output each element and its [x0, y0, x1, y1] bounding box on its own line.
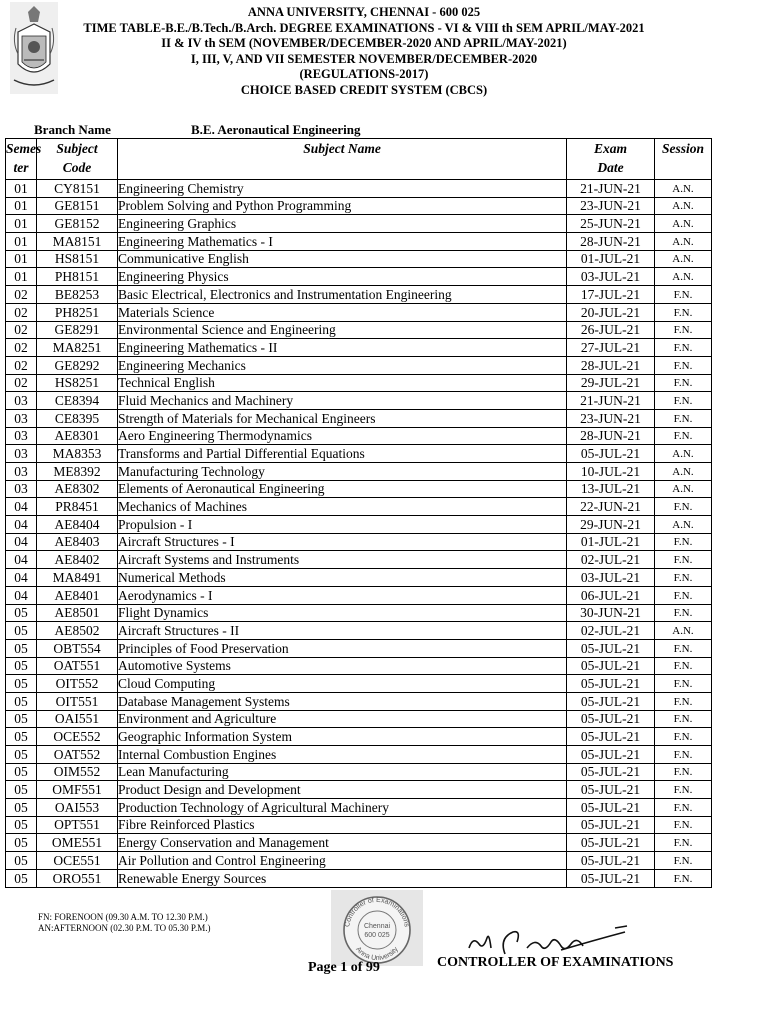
semester-cell: 05	[6, 816, 37, 834]
subject-code-cell: CE8394	[37, 392, 118, 410]
subject-name-cell: Engineering Physics	[118, 268, 567, 286]
session-cell: F.N.	[655, 834, 712, 852]
semester-cell: 01	[6, 197, 37, 215]
exam-date-cell: 05-JUL-21	[567, 692, 655, 710]
subject-name-cell: Mechanics of Machines	[118, 498, 567, 516]
exam-date-cell: 13-JUL-21	[567, 480, 655, 498]
table-row	[6, 303, 712, 321]
table-row	[6, 533, 712, 551]
semester-cell: 03	[6, 409, 37, 427]
subject-name-cell: Automotive Systems	[118, 657, 567, 675]
exam-date-cell: 02-JUL-21	[567, 622, 655, 640]
session-cell: F.N.	[655, 763, 712, 781]
table-row	[6, 763, 712, 781]
semester-column-header: Semes ter	[6, 139, 37, 180]
table-header-row	[6, 139, 712, 180]
seal-bottom-text: Anna University	[354, 945, 400, 963]
subject-name-cell: Energy Conservation and Management	[118, 834, 567, 852]
subject-code-cell: AE8501	[37, 604, 118, 622]
subject-code-cell: OCE551	[37, 852, 118, 870]
subject-code-cell: AE8301	[37, 427, 118, 445]
table-row	[6, 781, 712, 799]
subject-code-cell: ME8392	[37, 463, 118, 481]
exam-date-cell: 05-JUL-21	[567, 445, 655, 463]
subject-name-cell: Materials Science	[118, 303, 567, 321]
semester-cell: 05	[6, 622, 37, 640]
semester-cell: 04	[6, 586, 37, 604]
semester-cell: 04	[6, 551, 37, 569]
subject-code-cell: OIT551	[37, 692, 118, 710]
exam-date-cell: 05-JUL-21	[567, 816, 655, 834]
session-cell: F.N.	[655, 799, 712, 817]
subject-name-cell: Database Management Systems	[118, 692, 567, 710]
subject-name-cell: Aircraft Structures - I	[118, 533, 567, 551]
table-row	[6, 622, 712, 640]
exam-date-column-header: Exam Date	[567, 139, 655, 180]
table-row	[6, 268, 712, 286]
semester-cell: 05	[6, 763, 37, 781]
exam-date-cell: 29-JUN-21	[567, 516, 655, 534]
session-cell: A.N.	[655, 463, 712, 481]
table-row	[6, 233, 712, 251]
subject-name-cell: Aircraft Systems and Instruments	[118, 551, 567, 569]
exam-date-cell: 23-JUN-21	[567, 409, 655, 427]
semester-cell: 02	[6, 339, 37, 357]
subject-code-cell: MA8251	[37, 339, 118, 357]
branch-name-value: B.E. Aeronautical Engineering	[191, 122, 361, 137]
subject-code-cell: OME551	[37, 834, 118, 852]
subject-code-cell: GE8152	[37, 215, 118, 233]
table-row	[6, 728, 712, 746]
subject-code-cell: HS8251	[37, 374, 118, 392]
session-cell: A.N.	[655, 268, 712, 286]
exam-date-cell: 28-JUN-21	[567, 427, 655, 445]
subject-code-cell: OAI553	[37, 799, 118, 817]
semester-cell: 05	[6, 834, 37, 852]
header-line-timetable: TIME TABLE-B.E./B.Tech./B.Arch. DEGREE EXAMINATIONS - VI & VIII th SEM APRIL/MAY-2021	[83, 20, 645, 35]
semester-cell: 05	[6, 852, 37, 870]
exam-date-cell: 01-JUL-21	[567, 533, 655, 551]
session-cell: F.N.	[655, 533, 712, 551]
subject-code-cell: OAT551	[37, 657, 118, 675]
seal-top-text: Controller of Examinations	[344, 896, 410, 928]
exam-date-cell: 20-JUL-21	[567, 303, 655, 321]
semester-cell: 05	[6, 781, 37, 799]
semester-cell: 03	[6, 463, 37, 481]
subject-code-cell: AE8402	[37, 551, 118, 569]
exam-date-cell: 05-JUL-21	[567, 746, 655, 764]
subject-name-cell: Product Design and Development	[118, 781, 567, 799]
exam-date-cell: 05-JUL-21	[567, 728, 655, 746]
subject-code-cell: AE8403	[37, 533, 118, 551]
subject-code-cell: AE8404	[37, 516, 118, 534]
semester-cell: 02	[6, 321, 37, 339]
session-cell: F.N.	[655, 409, 712, 427]
session-cell: F.N.	[655, 657, 712, 675]
subject-name-cell: Cloud Computing	[118, 675, 567, 693]
table-row	[6, 746, 712, 764]
table-row	[6, 675, 712, 693]
session-cell: A.N.	[655, 480, 712, 498]
subject-code-cell: MA8353	[37, 445, 118, 463]
subject-code-cell: GE8291	[37, 321, 118, 339]
table-row	[6, 339, 712, 357]
subject-name-cell: Engineering Mathematics - I	[118, 233, 567, 251]
subject-name-cell: Flight Dynamics	[118, 604, 567, 622]
session-cell: F.N.	[655, 781, 712, 799]
semester-cell: 02	[6, 356, 37, 374]
subject-name-cell: Environmental Science and Engineering	[118, 321, 567, 339]
session-legend	[38, 912, 210, 934]
table-row	[6, 250, 712, 268]
session-cell: F.N.	[655, 869, 712, 887]
subject-code-cell: OMF551	[37, 781, 118, 799]
table-row	[6, 516, 712, 534]
session-cell: F.N.	[655, 356, 712, 374]
table-row	[6, 692, 712, 710]
subject-code-cell: OBT554	[37, 639, 118, 657]
header-line-regulations: (REGULATIONS-2017)	[299, 67, 429, 81]
semester-cell: 05	[6, 746, 37, 764]
exam-date-cell: 01-JUL-21	[567, 250, 655, 268]
subject-name-cell: Principles of Food Preservation	[118, 639, 567, 657]
table-row	[6, 498, 712, 516]
table-row	[6, 869, 712, 887]
semester-cell: 01	[6, 180, 37, 198]
semester-cell: 03	[6, 427, 37, 445]
table-row	[6, 321, 712, 339]
session-cell: F.N.	[655, 746, 712, 764]
document-header	[60, 5, 668, 98]
subject-code-cell: AE8502	[37, 622, 118, 640]
subject-name-cell: Fibre Reinforced Plastics	[118, 816, 567, 834]
subject-code-cell: OCE552	[37, 728, 118, 746]
exam-date-cell: 27-JUL-21	[567, 339, 655, 357]
table-row	[6, 816, 712, 834]
semester-cell: 02	[6, 303, 37, 321]
exam-date-cell: 05-JUL-21	[567, 852, 655, 870]
subject-name-cell: Geographic Information System	[118, 728, 567, 746]
table-row	[6, 374, 712, 392]
subject-name-cell: Aero Engineering Thermodynamics	[118, 427, 567, 445]
exam-date-cell: 26-JUL-21	[567, 321, 655, 339]
exam-date-cell: 25-JUN-21	[567, 215, 655, 233]
session-cell: F.N.	[655, 586, 712, 604]
timetable-table	[5, 138, 712, 888]
subject-name-cell: Renewable Energy Sources	[118, 869, 567, 887]
semester-cell: 05	[6, 869, 37, 887]
seal-pin-text: 600 025	[364, 932, 390, 939]
semester-cell: 01	[6, 268, 37, 286]
table-row	[6, 569, 712, 587]
semester-cell: 05	[6, 692, 37, 710]
table-row	[6, 639, 712, 657]
subject-name-cell: Air Pollution and Control Engineering	[118, 852, 567, 870]
session-cell: F.N.	[655, 286, 712, 304]
session-cell: F.N.	[655, 852, 712, 870]
subject-code-cell: PH8151	[37, 268, 118, 286]
subject-code-cell: MA8491	[37, 569, 118, 587]
exam-date-cell: 05-JUL-21	[567, 869, 655, 887]
session-cell: A.N.	[655, 197, 712, 215]
semester-cell: 03	[6, 445, 37, 463]
table-row	[6, 356, 712, 374]
subject-name-cell: Production Technology of Agricultural Machinery	[118, 799, 567, 817]
exam-date-cell: 17-JUL-21	[567, 286, 655, 304]
session-cell: F.N.	[655, 728, 712, 746]
subject-code-cell: OAI551	[37, 710, 118, 728]
subject-name-cell: Communicative English	[118, 250, 567, 268]
table-row	[6, 286, 712, 304]
subject-name-column-header: Subject Name	[118, 139, 567, 180]
header-line-even-sem: II & IV th SEM (NOVEMBER/DECEMBER-2020 AND APRIL/MAY-2021)	[161, 36, 567, 50]
exam-date-cell: 02-JUL-21	[567, 551, 655, 569]
session-cell: F.N.	[655, 639, 712, 657]
table-row	[6, 215, 712, 233]
exam-date-cell: 05-JUL-21	[567, 763, 655, 781]
subject-code-cell: HS8151	[37, 250, 118, 268]
branch-name-label: Branch Name	[34, 122, 111, 137]
exam-date-cell: 05-JUL-21	[567, 657, 655, 675]
semester-cell: 05	[6, 728, 37, 746]
subject-name-cell: Basic Electrical, Electronics and Instrumentation Engineering	[118, 286, 567, 304]
subject-name-cell: Manufacturing Technology	[118, 463, 567, 481]
subject-code-cell: OPT551	[37, 816, 118, 834]
session-cell: A.N.	[655, 516, 712, 534]
session-cell: F.N.	[655, 321, 712, 339]
subject-name-cell: Fluid Mechanics and Machinery	[118, 392, 567, 410]
session-cell: F.N.	[655, 692, 712, 710]
exam-date-cell: 05-JUL-21	[567, 781, 655, 799]
session-cell: F.N.	[655, 498, 712, 516]
semester-cell: 05	[6, 657, 37, 675]
subject-code-cell: BE8253	[37, 286, 118, 304]
session-cell: F.N.	[655, 816, 712, 834]
semester-cell: 05	[6, 675, 37, 693]
subject-name-cell: Environment and Agriculture	[118, 710, 567, 728]
semester-cell: 04	[6, 516, 37, 534]
subject-name-cell: Transforms and Partial Differential Equations	[118, 445, 567, 463]
subject-code-cell: PH8251	[37, 303, 118, 321]
semester-cell: 03	[6, 480, 37, 498]
exam-date-cell: 21-JUN-21	[567, 392, 655, 410]
subject-code-cell: GE8292	[37, 356, 118, 374]
table-row	[6, 180, 712, 198]
subject-name-cell: Numerical Methods	[118, 569, 567, 587]
exam-date-cell: 05-JUL-21	[567, 799, 655, 817]
subject-name-cell: Technical English	[118, 374, 567, 392]
exam-date-cell: 21-JUN-21	[567, 180, 655, 198]
exam-date-cell: 05-JUL-21	[567, 710, 655, 728]
exam-date-cell: 05-JUL-21	[567, 675, 655, 693]
header-line-odd-sem: I, III, V, AND VII SEMESTER NOVEMBER/DECEMBER-2020	[190, 51, 538, 66]
semester-cell: 02	[6, 374, 37, 392]
forenoon-legend: FN: FORENOON (09.30 A.M. TO 12.30 P.M.)	[38, 912, 208, 922]
semester-cell: 04	[6, 498, 37, 516]
exam-date-cell: 30-JUN-21	[567, 604, 655, 622]
exam-date-cell: 05-JUL-21	[567, 639, 655, 657]
session-cell: F.N.	[655, 339, 712, 357]
subject-name-cell: Problem Solving and Python Programming	[118, 197, 567, 215]
university-crest-logo	[10, 2, 58, 94]
subject-name-cell: Lean Manufacturing	[118, 763, 567, 781]
session-cell: A.N.	[655, 180, 712, 198]
subject-name-cell: Strength of Materials for Mechanical Engineers	[118, 409, 567, 427]
semester-cell: 05	[6, 799, 37, 817]
session-cell: F.N.	[655, 604, 712, 622]
semester-cell: 03	[6, 392, 37, 410]
semester-cell: 04	[6, 569, 37, 587]
table-row	[6, 463, 712, 481]
controller-signature	[465, 918, 635, 958]
semester-cell: 04	[6, 533, 37, 551]
exam-date-cell: 10-JUL-21	[567, 463, 655, 481]
exam-date-cell: 29-JUL-21	[567, 374, 655, 392]
subject-code-cell: AE8401	[37, 586, 118, 604]
exam-date-cell: 03-JUL-21	[567, 268, 655, 286]
table-row	[6, 409, 712, 427]
session-cell: F.N.	[655, 551, 712, 569]
exam-date-cell: 23-JUN-21	[567, 197, 655, 215]
subject-name-cell: Elements of Aeronautical Engineering	[118, 480, 567, 498]
subject-name-cell: Engineering Mathematics - II	[118, 339, 567, 357]
table-row	[6, 480, 712, 498]
official-seal	[331, 890, 423, 966]
semester-cell: 01	[6, 215, 37, 233]
table-row	[6, 551, 712, 569]
subject-name-cell: Aerodynamics - I	[118, 586, 567, 604]
header-line-university: ANNA UNIVERSITY, CHENNAI - 600 025	[247, 5, 481, 19]
subject-code-cell: OIM552	[37, 763, 118, 781]
session-cell: F.N.	[655, 427, 712, 445]
subject-name-cell: Engineering Chemistry	[118, 180, 567, 198]
semester-cell: 05	[6, 639, 37, 657]
session-cell: F.N.	[655, 392, 712, 410]
session-cell: F.N.	[655, 569, 712, 587]
semester-cell: 01	[6, 233, 37, 251]
table-row	[6, 427, 712, 445]
timetable-body	[6, 180, 712, 888]
exam-date-cell: 22-JUN-21	[567, 498, 655, 516]
header-line-cbcs: CHOICE BASED CREDIT SYSTEM (CBCS)	[240, 82, 488, 97]
subject-code-cell: MA8151	[37, 233, 118, 251]
session-cell: A.N.	[655, 445, 712, 463]
semester-cell: 05	[6, 604, 37, 622]
subject-name-cell: Internal Combustion Engines	[118, 746, 567, 764]
session-cell: A.N.	[655, 233, 712, 251]
exam-date-cell: 28-JUN-21	[567, 233, 655, 251]
exam-date-cell: 28-JUL-21	[567, 356, 655, 374]
semester-cell: 02	[6, 286, 37, 304]
subject-name-cell: Engineering Graphics	[118, 215, 567, 233]
session-cell: A.N.	[655, 215, 712, 233]
subject-code-column-header: Subject Code	[37, 139, 118, 180]
table-row	[6, 586, 712, 604]
session-cell: F.N.	[655, 675, 712, 693]
semester-cell: 01	[6, 250, 37, 268]
subject-code-cell: GE8151	[37, 197, 118, 215]
session-cell: A.N.	[655, 622, 712, 640]
session-cell: A.N.	[655, 250, 712, 268]
subject-code-cell: OIT552	[37, 675, 118, 693]
table-row	[6, 852, 712, 870]
subject-code-cell: ORO551	[37, 869, 118, 887]
session-cell: F.N.	[655, 303, 712, 321]
session-column-header: Session	[655, 139, 712, 180]
table-row	[6, 799, 712, 817]
table-row	[6, 657, 712, 675]
subject-code-cell: OAT552	[37, 746, 118, 764]
exam-date-cell: 03-JUL-21	[567, 569, 655, 587]
table-row	[6, 392, 712, 410]
subject-code-cell: AE8302	[37, 480, 118, 498]
table-row	[6, 834, 712, 852]
subject-code-cell: CE8395	[37, 409, 118, 427]
table-row	[6, 710, 712, 728]
subject-code-cell: CY8151	[37, 180, 118, 198]
session-cell: F.N.	[655, 374, 712, 392]
table-row	[6, 197, 712, 215]
exam-date-cell: 06-JUL-21	[567, 586, 655, 604]
afternoon-legend: AN:AFTERNOON (02.30 P.M. TO 05.30 P.M.)	[38, 923, 211, 933]
subject-code-cell: PR8451	[37, 498, 118, 516]
page-number: Page 1 of 99	[308, 960, 380, 975]
session-cell: F.N.	[655, 710, 712, 728]
controller-of-examinations-title: CONTROLLER OF EXAMINATIONS	[437, 955, 674, 970]
subject-name-cell: Engineering Mechanics	[118, 356, 567, 374]
subject-name-cell: Aircraft Structures - II	[118, 622, 567, 640]
semester-cell: 05	[6, 710, 37, 728]
exam-date-cell: 05-JUL-21	[567, 834, 655, 852]
table-row	[6, 604, 712, 622]
table-row	[6, 445, 712, 463]
seal-city-text: Chennai	[363, 923, 391, 930]
subject-name-cell: Propulsion - I	[118, 516, 567, 534]
